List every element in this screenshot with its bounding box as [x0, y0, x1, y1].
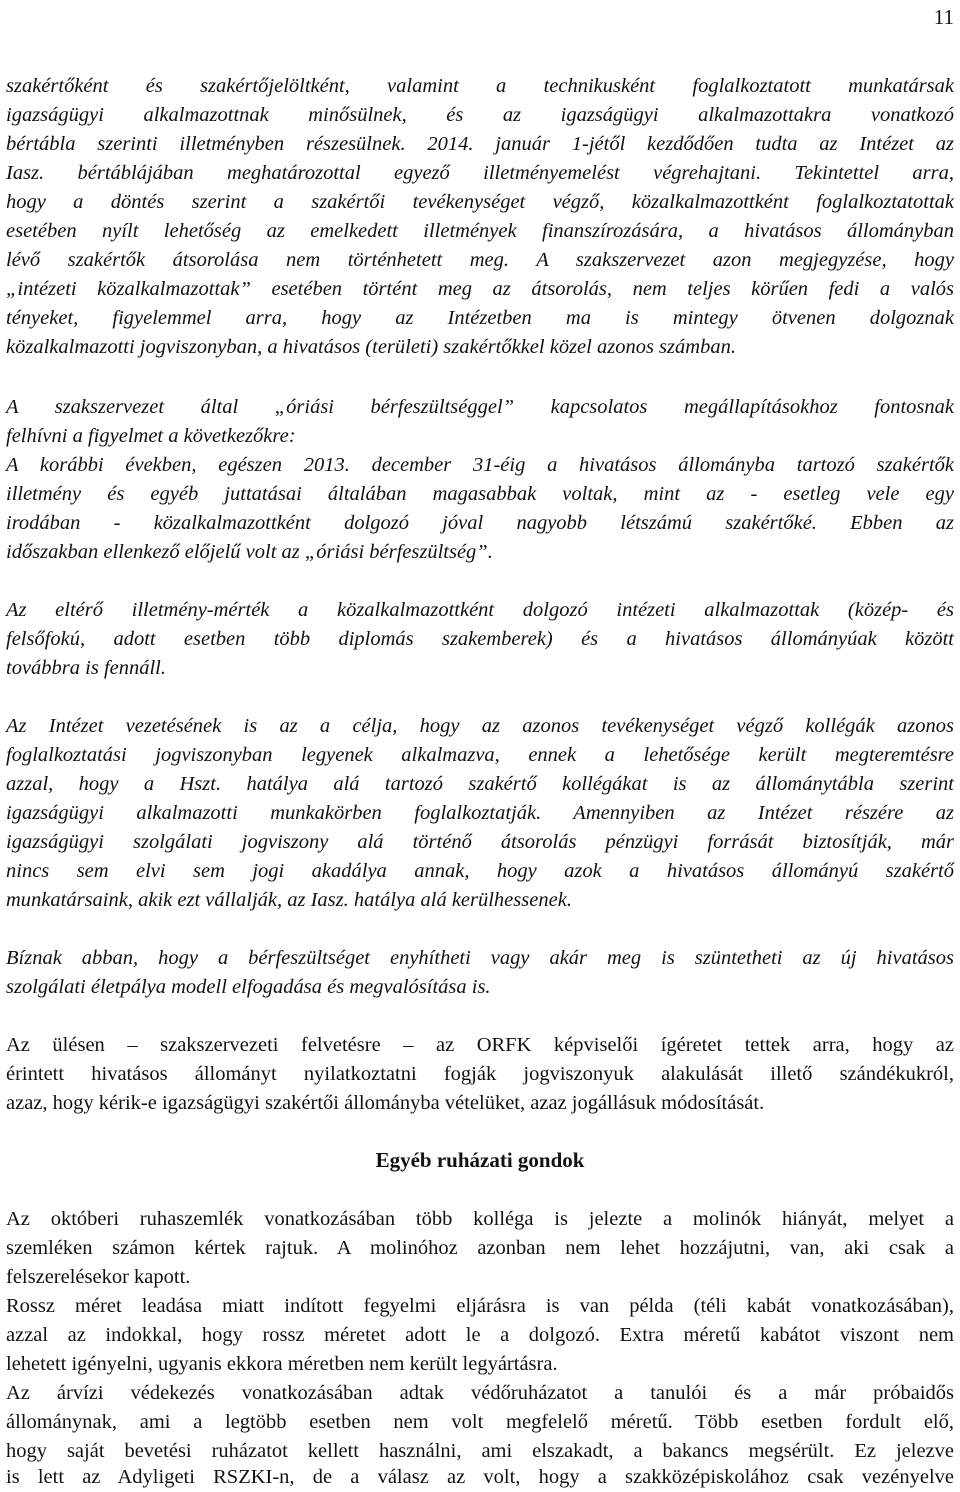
- text-line: érintett hivatásos állományt nyilatkoztatni fogják jogviszonyuk alakulását illető szándékukról,: [6, 1063, 954, 1085]
- text-line: Iasz. bértáblájában meghatározottal egyező illetményemelést végrehajtani. Tekintettel arra,: [6, 162, 954, 184]
- text-line: lévő szakértők átsorolása nem történhetett meg. A szakszervezet azon megjegyzése, hogy: [6, 249, 954, 271]
- text-line: Bíznak abban, hogy a bérfeszültséget enyhítheti vagy akár meg is szüntetheti az új hivatásos: [6, 947, 954, 969]
- text-line: szemléken számon kértek rajtuk. A molinóhoz azonban nem lehet hozzájutni, van, aki csak a: [6, 1237, 954, 1259]
- text-line: esetében nyílt lehetőség az emelkedett illetmények finanszírozására, a hivatásos állományban: [6, 220, 954, 242]
- text-line: Az eltérő illetmény-mérték a közalkalmazottként dolgozó intézeti alkalmazottak (közép- és: [6, 599, 954, 621]
- text-line: továbbra is fennáll.: [6, 657, 167, 679]
- section-heading: Egyéb ruházati gondok: [375, 1148, 585, 1172]
- text-line: közalkalmazotti jogviszonyban, a hivatásos (területi) szakértőkkel közel azonos számban.: [6, 336, 736, 358]
- text-line: „intézeti közalkalmazottak” esetében történt meg az átsorolás, nem teljes körűen fedi a valós: [6, 278, 954, 300]
- text-line: Az Intézet vezetésének is az a célja, hogy az azonos tevékenységet végző kollégák azonos: [6, 715, 954, 737]
- text-line: időszakban ellenkező előjelű volt az „óriási bérfeszültség”.: [6, 541, 493, 563]
- text-line: igazságügyi szolgálati jogviszony alá történő átsorolás pénzügyi forrását biztosítják, már: [6, 831, 954, 853]
- text-line: felhívni a figyelmet a következőkre:: [6, 425, 296, 447]
- text-line: lehetett igényelni, ugyanis ekkora méretben nem került legyártásra.: [6, 1353, 558, 1375]
- text-line: azzal, hogy a Hszt. hatálya alá tartozó szakértő kollégákat is az állománytábla szerint: [6, 773, 954, 795]
- text-line: munkatársaink, akik ezt vállalják, az Iasz. hatálya alá kerülhessenek.: [6, 889, 572, 911]
- text-line: irodában - közalkalmazottként dolgozó jóval nagyobb létszámú szakértőké. Ebben az: [6, 512, 954, 534]
- text-line: Az ülésen – szakszervezeti felvetésre – az ORFK képviselői ígéretet tettek arra, hogy az: [6, 1034, 954, 1056]
- text-line: azaz, hogy kérik-e igazságügyi szakértői állományba vételüket, azaz jogállásuk módosítását.: [6, 1092, 765, 1114]
- text-line: állománynak, ami a legtöbb esetben nem volt megfelelő méretű. Több esetben fordult elő,: [6, 1411, 954, 1433]
- text-line: tényeket, figyelemmel arra, hogy az Intézetben ma is mintegy ötvenen dolgoznak: [6, 307, 954, 329]
- text-line: hogy saját bevetési ruházatot kellett használni, ami elszakadt, a bakancs megsérült. Ez jelezve: [6, 1440, 954, 1462]
- text-line: igazságügyi alkalmazottnak minősülnek, és az igazságügyi alkalmazottakra vonatkozó: [6, 104, 954, 126]
- text-line: hogy a döntés szerint a szakértői tevékenységet végző, közalkalmazottként foglalkoztatottak: [6, 191, 954, 213]
- text-line: illetmény és egyéb juttatásai általában magasabbak voltak, mint az - esetleg vele egy: [6, 483, 954, 505]
- text-line: Az árvízi védekezés vonatkozásában adtak védőruházatot a tanulói és a már próbaidős: [6, 1382, 954, 1404]
- text-line: igazságügyi alkalmazotti munkakörben foglalkoztatják. Amennyiben az Intézet részére az: [6, 802, 954, 824]
- text-line: Rossz méret leadása miatt indított fegyelmi eljárásra is van példa (téli kabát vonatkozásában),: [6, 1295, 954, 1317]
- text-line: szolgálati életpálya modell elfogadása és megvalósítása is.: [6, 976, 491, 998]
- text-line: Az októberi ruhaszemlék vonatkozásában több kolléga is jelezte a molinók hiányát, melyet a: [6, 1208, 954, 1230]
- text-line: A szakszervezet által „óriási bérfeszültséggel” kapcsolatos megállapításokhoz fontosnak: [6, 396, 954, 418]
- text-line: azzal az indokkal, hogy rossz méretet adott le a dolgozó. Extra méretű kabátot viszont nem: [6, 1324, 954, 1346]
- text-line: foglalkoztatási jogviszonyban legyenek alkalmazva, ennek a lehetősége került megteremtésre: [6, 744, 954, 766]
- text-line: A korábbi években, egészen 2013. december 31-éig a hivatásos állományba tartozó szakértők: [6, 454, 954, 476]
- text-line: nincs sem elvi sem jogi akadálya annak, hogy azok a hivatásos állományú szakértő: [6, 860, 954, 882]
- text-line: is lett az Adyligeti RSZKI-n, de a válasz az volt, hogy a szakközépiskolához csak vezényelve: [6, 1466, 954, 1488]
- text-line: szakértőként és szakértőjelöltként, valamint a technikusként foglalkoztatott munkatársak: [6, 75, 954, 97]
- text-line: bértábla szerinti illetményben részesülnek. 2014. január 1-jétől kezdődően tudta az Intézet az: [6, 133, 954, 155]
- page-number: 11: [933, 5, 954, 29]
- text-line: felszerelésekor kapott.: [6, 1266, 191, 1288]
- text-line: felsőfokú, adott esetben több diplomás szakemberek) és a hivatásos állományúak között: [6, 628, 954, 650]
